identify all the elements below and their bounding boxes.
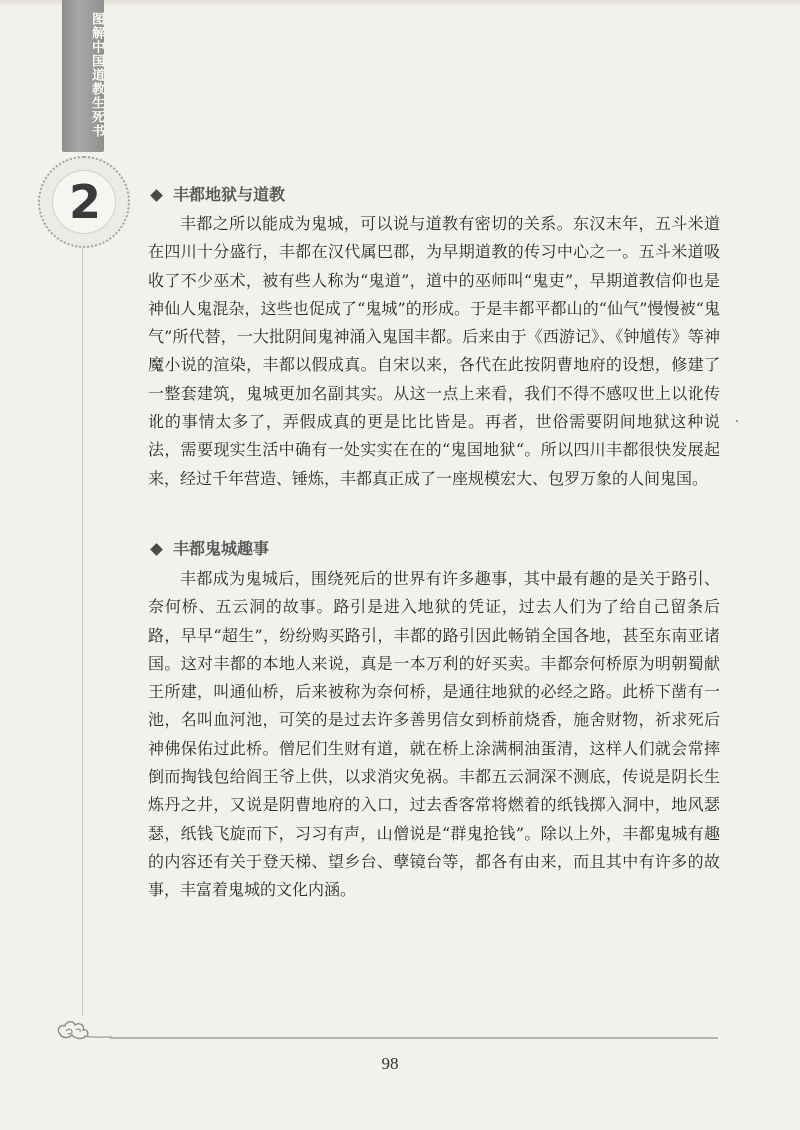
chapter-badge: [38, 156, 130, 248]
scan-speck: [736, 420, 738, 422]
margin-rule: [82, 236, 83, 1016]
footer-rule: [110, 1037, 718, 1039]
page-top-edge: [0, 0, 800, 6]
page-number: 98: [381, 1054, 399, 1073]
section-heading-1-text: 丰都地狱与道教: [173, 185, 286, 204]
section-1-paragraph: 丰都之所以能成为鬼城，可以说与道教有密切的关系。东汉末年，五斗米道在四川十分盛行，丰都在汉代属巴郡，为早期道教的传习中心之一。五斗米道吸收了不少巫术，被有些人称为“鬼道”，道中的巫师叫“鬼吏”，早期道教信仰也是神仙人鬼混杂，这些也促成了“鬼城”的形成。于是丰都平都山的“仙气”慢慢被“鬼气”所代替，一大批阴间鬼神涌入鬼国丰都。后来由于《西游记》、《钟馗传》等神魔小说的渲染，丰都以假成真。自宋以来，各代在此按阴曹地府的设想，修建了一整套建筑，鬼城更加名副其实。从这一点上来看，我们不得不感叹世上以讹传讹的事情太多了，弄假成真的更是比比皆是。再者，世俗需要阴间地狱这种说法，需要现实生活中确有一处实实在在的“鬼国地狱“。所以四川丰都很快发展起来，经过千年营造、锤炼，丰都真正成了一座规模宏大、包罗万象的人间鬼国。: [148, 214, 720, 488]
section-heading-1: [148, 184, 285, 206]
side-tab-title: 图解中国道教生死书: [89, 12, 104, 138]
section-heading-2: [148, 538, 269, 560]
side-tab: [62, 0, 104, 152]
chapter-number: 2: [68, 175, 101, 229]
diamond-bullet-icon: [150, 189, 163, 202]
cloud-ornament-icon: [54, 1016, 114, 1044]
section-heading-2-text: 丰都鬼城趣事: [173, 539, 270, 558]
section-2-paragraph: 丰都成为鬼城后，围绕死后的世界有许多趣事，其中最有趣的是关于路引、奈何桥、五云洞的故事。路引是进入地狱的凭证，过去人们为了给自己留条后路，早早“超生”，纷纷购买路引，丰都的路引因此畅销全国各地，甚至东南亚诸国。这对丰都的本地人来说，真是一本万利的好买卖。丰都奈何桥原为明朝蜀献王所建，叫通仙桥，后来被称为奈何桥，是通往地狱的必经之路。此桥下凿有一池，名叫血河池，可笑的是过去许多善男信女到桥前烧香，施舍财物，祈求死后神佛保佑过此桥。僧尼们生财有道，就在桥上涂满桐油蛋清，这样人们就会常摔倒而掏钱包给阎王爷上供，以求消灾免祸。丰都五云洞深不测底，传说是阴长生炼丹之井，又说是阴曹地府的入口，过去香客常将燃着的纸钱掷入洞中，地风瑟瑟，纸钱飞旋而下，习习有声，山僧说是“群鬼抢钱”。除以上外，丰都鬼城有趣的内容还有关于登天梯、望乡台、孽镜台等，都各有由来，而且其中有许多的故事，丰富着鬼城的文化内涵。: [148, 569, 720, 900]
diamond-bullet-icon: [150, 543, 163, 556]
chapter-badge-inner: [52, 170, 116, 234]
